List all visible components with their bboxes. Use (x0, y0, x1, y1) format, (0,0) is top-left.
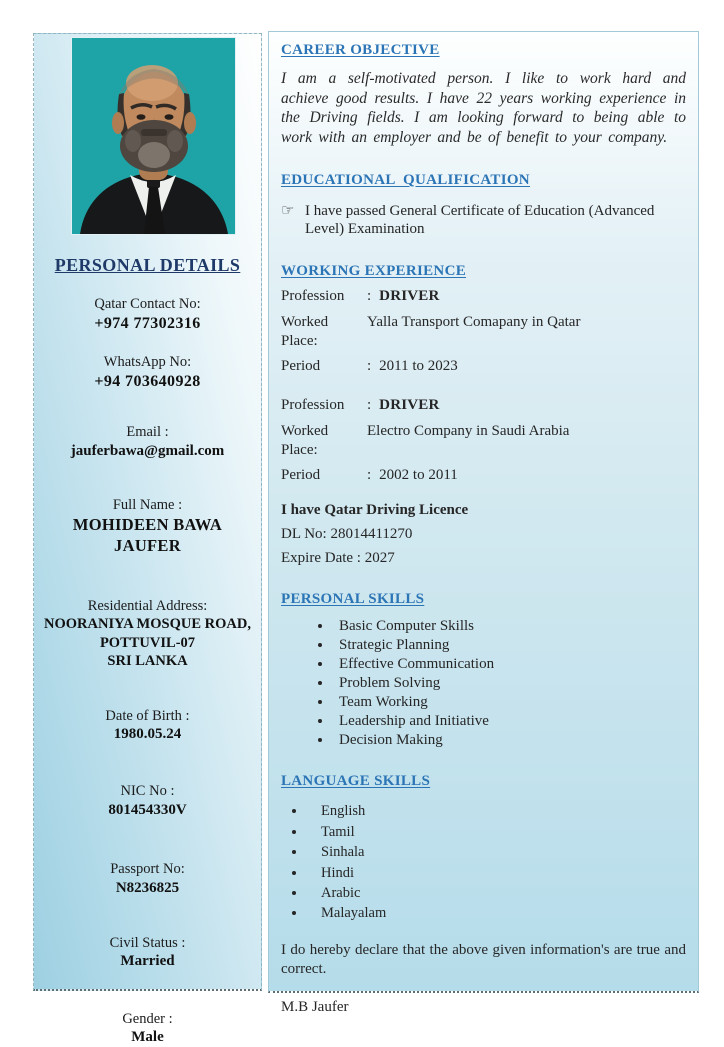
main-panel (268, 31, 699, 1016)
career-objective-text: I am a self-motivated person. I like to work hard and achieve good results. I have 22 years working experience in the Driving fields. I am looking forward to being able to work with an employer and be of benefit to your company. (281, 70, 686, 147)
row-label: Profession (281, 288, 345, 305)
section-heading-personal-skills: PERSONAL SKILLS (281, 591, 425, 608)
list-item: • Leadership and Initiative (333, 712, 686, 731)
licence-dl-number: DL No: 28014411270 (281, 526, 413, 543)
field-label: WhatsApp No: (103, 354, 192, 371)
field-value: NOORANIYA MOSQUE ROAD, (44, 616, 251, 633)
field-value: +94 703640928 (94, 372, 201, 390)
field-label: Date of Birth : (105, 707, 190, 724)
row-label: Period (281, 467, 321, 484)
list-item: • Hindi (307, 865, 686, 882)
row-value: 2002 to 2011 (379, 467, 458, 484)
field-passport-no (34, 860, 261, 898)
sidebar-personal-details (33, 33, 262, 1046)
field-full-name (34, 496, 261, 557)
field-gender (34, 1010, 261, 1047)
job-place-row (281, 422, 686, 460)
field-value: SRI LANKA (107, 653, 188, 670)
list-item: • Strategic Planning (333, 636, 686, 655)
sidebar-title: PERSONAL DETAILS (54, 255, 241, 275)
row-label: Profession (281, 397, 345, 414)
field-label: Qatar Contact No: (94, 296, 201, 312)
driving-licence-block (281, 502, 686, 567)
licence-title: I have Qatar Driving Licence (281, 502, 469, 519)
field-email (34, 423, 261, 461)
pointing-hand-icon: ☞ (281, 202, 295, 219)
job-period-row (281, 357, 686, 376)
row-colon: : (367, 288, 372, 305)
job-profession-row (281, 287, 686, 306)
row-value: DRIVER (379, 397, 440, 414)
education-item-text: I have passed General Certificate of Education (Advanced Level) Examination (305, 202, 655, 238)
portrait-photo-icon (72, 38, 235, 234)
job-entry (281, 287, 686, 376)
job-profession-row (281, 396, 686, 415)
list-item: • Decision Making (333, 731, 686, 750)
field-residential-address (34, 597, 261, 671)
field-civil-status (34, 934, 261, 972)
row-value: Yalla Transport Comapany in Qatar (367, 313, 581, 330)
row-value: 2011 to 2023 (379, 358, 458, 375)
personal-skills-list (281, 617, 686, 749)
language-skills-list (281, 803, 686, 922)
list-item: • Basic Computer Skills (333, 617, 686, 636)
row-label: Period (281, 358, 321, 375)
list-item: • Arabic (307, 885, 686, 902)
field-value: jauferbawa@gmail.com (70, 442, 225, 459)
field-label: Civil Status : (109, 934, 186, 951)
field-value: Male (131, 1029, 164, 1046)
field-value: 801454330V (108, 802, 187, 818)
field-whatsapp (34, 353, 261, 392)
field-value: POTTUVIL-07 (99, 634, 196, 651)
education-item (281, 202, 686, 240)
profile-photo (72, 38, 235, 234)
field-qatar-contact (34, 295, 261, 334)
row-colon: : (367, 397, 372, 414)
list-item: • Team Working (333, 693, 686, 712)
row-label: Worked Place: (281, 313, 329, 349)
field-label: Residential Address: (87, 597, 208, 614)
row-value: Electro Company in Saudi Arabia (367, 422, 570, 439)
list-item: • Sinhala (307, 844, 686, 861)
field-date-of-birth (34, 707, 261, 745)
field-value: MOHIDEEN BAWA (72, 515, 223, 535)
job-period-row (281, 466, 686, 485)
signature-name: M.B Jaufer (281, 999, 349, 1016)
field-label: NIC No : (120, 783, 175, 800)
field-value: Married (120, 953, 175, 970)
row-label: Worked Place: (281, 422, 329, 458)
section-heading-educational-qualification: EDUCATIONAL QUALIFICATION (281, 171, 530, 188)
field-label: Gender : (122, 1010, 173, 1027)
list-item: • Malayalam (307, 905, 686, 922)
field-label: Full Name : (112, 496, 183, 513)
field-label: Passport No: (110, 861, 185, 878)
field-label: Email : (126, 424, 169, 441)
section-heading-career-objective: CAREER OBJECTIVE (281, 42, 440, 58)
section-heading-language-skills: LANGUAGE SKILLS (281, 773, 431, 790)
field-value: 1980.05.24 (113, 726, 182, 743)
job-entry (281, 396, 686, 485)
field-nic-no (34, 782, 261, 820)
list-item: • Problem Solving (333, 674, 686, 693)
declaration-text: I do hereby declare that the above given information's are true and correct. (281, 941, 686, 977)
job-place-row (281, 313, 686, 351)
list-item: • Effective Communication (333, 655, 686, 674)
row-value: DRIVER (379, 288, 440, 305)
field-value: JAUFER (114, 536, 181, 556)
licence-expire-date: Expire Date : 2027 (281, 550, 395, 567)
field-value: N8236825 (115, 879, 180, 896)
list-item: • English (307, 803, 686, 820)
row-colon: : (367, 358, 372, 375)
field-value: +974 77302316 (94, 314, 201, 332)
list-item: • Tamil (307, 824, 686, 841)
row-colon: : (367, 467, 372, 484)
section-heading-working-experience: WORKING EXPERIENCE (281, 263, 467, 280)
